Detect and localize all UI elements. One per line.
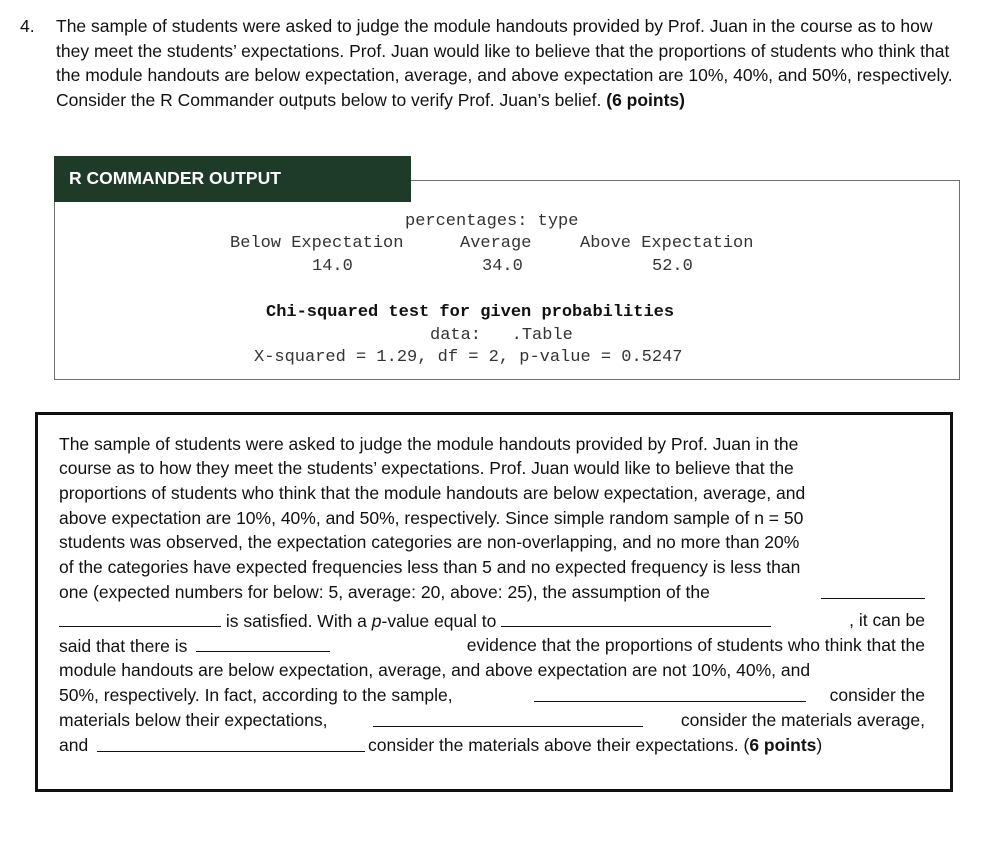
answer-line-3 [59, 481, 925, 506]
answer-line-1 [59, 432, 925, 457]
answer-text: above expectation are 10%, 40%, and 50%, respectively. Since simple random sample of n = 50 [59, 508, 804, 528]
answer-line-13 [59, 733, 925, 758]
blank-average[interactable] [373, 708, 643, 727]
answer-text: evidence that the proportions of students who think that the [466, 635, 925, 655]
answer-text: materials below their expectations, [59, 710, 328, 730]
answer-line-9 [59, 633, 925, 659]
question-number: 4. [20, 16, 35, 36]
answer-text: -value equal to [381, 611, 497, 631]
blank-above[interactable] [97, 733, 365, 752]
answer-text: and [59, 735, 89, 755]
answer-text: ) [816, 735, 823, 755]
stat-line: X-squared = 1.29, df = 2, p-value = 0.5247 [254, 348, 683, 367]
answer-line-10 [59, 658, 925, 683]
answer-text: , it can be [849, 610, 925, 630]
answer-text: of the categories have expected frequencies less than 5 and no expected frequency is less than [59, 557, 801, 577]
category-below: Below Expectation [230, 234, 404, 253]
answer-points: 6 points [749, 735, 817, 755]
answer-text: one (expected numbers for below: 5, average: 20, above: 25), the assumption of the [59, 582, 710, 602]
answer-text: The sample of students were asked to judge the module handouts provided by Prof. Juan in the [59, 434, 799, 454]
blank-below[interactable] [534, 683, 806, 702]
answer-line-7 [59, 580, 925, 605]
p-italic: p [371, 611, 382, 631]
question-points: (6 points) [606, 89, 685, 110]
category-average: Average [460, 234, 532, 253]
answer-text: consider the materials average, [680, 710, 925, 730]
answer-text: proportions of students who think that the module handouts are below expectation, average, and [59, 483, 806, 503]
answer-line-5 [59, 530, 925, 555]
rcommander-header: R COMMANDER OUTPUT [54, 156, 411, 202]
blank-evidence[interactable] [196, 633, 330, 652]
question-block [20, 14, 970, 112]
answer-text: course as to how they meet the students’ expectations. Prof. Juan would like to believe that the [59, 458, 794, 478]
test-title: Chi-squared test for given probabilities [266, 303, 675, 322]
blank-assumption[interactable] [821, 580, 925, 599]
answer-line-8 [59, 608, 925, 634]
percentages-title: percentages: type [405, 212, 579, 231]
data-line: data: .Table [430, 326, 573, 345]
answer-line-12 [59, 708, 925, 733]
blank-p-value[interactable] [501, 608, 771, 627]
question-body: The sample of students were asked to judge the module handouts provided by Prof. Juan in the course as to how they meet the students’ expectations. Prof. Juan would like to believe that the proportions of students who think that the module handouts are below expectation, average, and above expectation are 10%, 40%, and 50%, respectively. Consider the R Commander outputs below to verify Prof. Juan’s belief. [56, 16, 953, 110]
blank-assumption-cont[interactable] [59, 608, 221, 627]
answer-text: module handouts are below expectation, average, and above expectation are not 10%, 40%, and [59, 660, 811, 680]
category-above: Above Expectation [580, 234, 754, 253]
question-text [56, 14, 970, 112]
answer-line-6 [59, 555, 925, 580]
answer-text: students was observed, the expectation categories are non-overlapping, and no more than 20% [59, 532, 800, 552]
answer-line-11 [59, 683, 925, 708]
value-above: 52.0 [652, 257, 693, 276]
value-below: 14.0 [312, 257, 353, 276]
answer-text: said that there is [59, 636, 188, 656]
value-average: 34.0 [482, 257, 523, 276]
answer-text: consider the materials above their expectations. ( [368, 735, 750, 755]
answer-line-4 [59, 506, 925, 531]
answer-line-2 [59, 456, 925, 481]
answer-text: is satisfied. With a [225, 611, 372, 631]
answer-text: consider the [829, 685, 925, 705]
answer-text: 50%, respectively. In fact, according to the sample, [59, 685, 453, 705]
